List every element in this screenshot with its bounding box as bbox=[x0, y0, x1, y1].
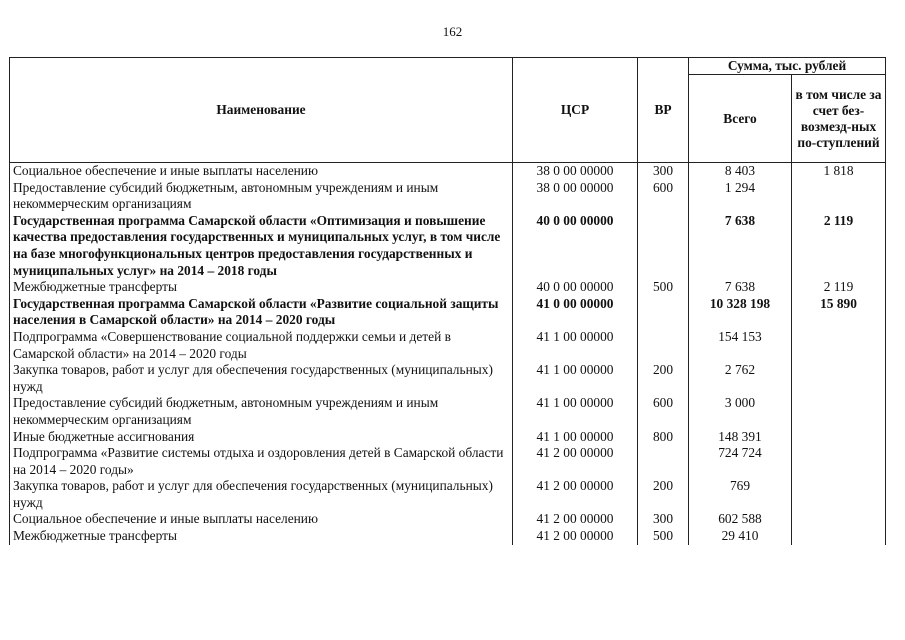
cell-vr: 600 bbox=[638, 180, 689, 213]
cell-free: 15 890 bbox=[792, 296, 886, 329]
table-body bbox=[10, 163, 886, 545]
cell-name: Подпрограмма «Совершенствование социальной поддержки семьи и детей в Самарской области» на 2014 – 2020 годы bbox=[10, 329, 513, 362]
cell-vr bbox=[638, 296, 689, 329]
cell-csr: 40 0 00 00000 bbox=[513, 279, 638, 296]
cell-total: 7 638 bbox=[689, 279, 792, 296]
cell-csr: 41 2 00 00000 bbox=[513, 511, 638, 528]
cell-free: 2 119 bbox=[792, 213, 886, 279]
cell-name: Подпрограмма «Развитие системы отдыха и оздоровления детей в Самарской области на 2014 – 2020 годы» bbox=[10, 445, 513, 478]
table-row bbox=[10, 213, 886, 279]
cell-free bbox=[792, 528, 886, 545]
cell-free bbox=[792, 180, 886, 213]
cell-vr bbox=[638, 445, 689, 478]
cell-name: Предоставление субсидий бюджетным, автономным учреждениям и иным некоммерческим организациям bbox=[10, 180, 513, 213]
cell-csr: 41 2 00 00000 bbox=[513, 478, 638, 511]
cell-vr bbox=[638, 329, 689, 362]
table-row bbox=[10, 511, 886, 528]
cell-free bbox=[792, 445, 886, 478]
cell-total: 29 410 bbox=[689, 528, 792, 545]
cell-vr: 800 bbox=[638, 429, 689, 446]
cell-total: 3 000 bbox=[689, 395, 792, 428]
table-row bbox=[10, 478, 886, 511]
cell-total: 148 391 bbox=[689, 429, 792, 446]
cell-name: Закупка товаров, работ и услуг для обеспечения государственных (муниципальных) нужд bbox=[10, 362, 513, 395]
cell-total: 769 bbox=[689, 478, 792, 511]
cell-vr: 200 bbox=[638, 478, 689, 511]
table-row bbox=[10, 279, 886, 296]
cell-name: Межбюджетные трансферты bbox=[10, 528, 513, 545]
cell-csr: 38 0 00 00000 bbox=[513, 180, 638, 213]
cell-name: Межбюджетные трансферты bbox=[10, 279, 513, 296]
cell-vr: 500 bbox=[638, 528, 689, 545]
cell-free bbox=[792, 511, 886, 528]
table-row bbox=[10, 163, 886, 180]
table-row bbox=[10, 429, 886, 446]
cell-csr: 41 1 00 00000 bbox=[513, 429, 638, 446]
header-total: Всего bbox=[689, 75, 792, 163]
header-vr: ВР bbox=[638, 58, 689, 163]
cell-free bbox=[792, 362, 886, 395]
cell-csr: 41 1 00 00000 bbox=[513, 395, 638, 428]
cell-free: 2 119 bbox=[792, 279, 886, 296]
table-row bbox=[10, 329, 886, 362]
cell-name: Социальное обеспечение и иные выплаты населению bbox=[10, 163, 513, 180]
cell-vr: 600 bbox=[638, 395, 689, 428]
cell-total: 7 638 bbox=[689, 213, 792, 279]
cell-csr: 41 2 00 00000 bbox=[513, 528, 638, 545]
cell-total: 8 403 bbox=[689, 163, 792, 180]
header-name: Наименование bbox=[10, 58, 513, 163]
cell-vr: 300 bbox=[638, 163, 689, 180]
cell-total: 724 724 bbox=[689, 445, 792, 478]
table-row bbox=[10, 296, 886, 329]
header-sum: Сумма, тыс. рублей bbox=[689, 58, 886, 75]
cell-vr: 200 bbox=[638, 362, 689, 395]
cell-csr: 41 1 00 00000 bbox=[513, 329, 638, 362]
cell-total: 602 588 bbox=[689, 511, 792, 528]
cell-name: Государственная программа Самарской области «Развитие социальной защиты населения в Самарской области» на 2014 – 2020 годы bbox=[10, 296, 513, 329]
cell-name: Закупка товаров, работ и услуг для обеспечения государственных (муниципальных) нужд bbox=[10, 478, 513, 511]
cell-csr: 40 0 00 00000 bbox=[513, 213, 638, 279]
cell-free bbox=[792, 395, 886, 428]
table-row bbox=[10, 528, 886, 545]
cell-csr: 41 0 00 00000 bbox=[513, 296, 638, 329]
cell-total: 154 153 bbox=[689, 329, 792, 362]
table-header bbox=[10, 58, 886, 163]
cell-free bbox=[792, 329, 886, 362]
header-free: в том числе за счет без-возмезд-ных по-ступлений bbox=[792, 75, 886, 163]
budget-table bbox=[9, 57, 886, 545]
cell-free bbox=[792, 429, 886, 446]
cell-free bbox=[792, 478, 886, 511]
table-row bbox=[10, 445, 886, 478]
cell-csr: 38 0 00 00000 bbox=[513, 163, 638, 180]
page-number: 162 bbox=[442, 24, 463, 39]
cell-name: Предоставление субсидий бюджетным, автономным учреждениям и иным некоммерческим организациям bbox=[10, 395, 513, 428]
cell-name: Государственная программа Самарской области «Оптимизация и повышение качества предоставления государственных и муниципальных услуг, в том числе на базе многофункциональных центров предоставления государственных и муниципальных услуг» на 2014 – 2018 годы bbox=[10, 213, 513, 279]
cell-csr: 41 1 00 00000 bbox=[513, 362, 638, 395]
cell-vr: 300 bbox=[638, 511, 689, 528]
cell-name: Иные бюджетные ассигнования bbox=[10, 429, 513, 446]
table-row bbox=[10, 180, 886, 213]
table-row bbox=[10, 362, 886, 395]
cell-total: 10 328 198 bbox=[689, 296, 792, 329]
table-row bbox=[10, 395, 886, 428]
cell-total: 2 762 bbox=[689, 362, 792, 395]
header-csr: ЦСР bbox=[513, 58, 638, 163]
cell-vr bbox=[638, 213, 689, 279]
cell-vr: 500 bbox=[638, 279, 689, 296]
cell-total: 1 294 bbox=[689, 180, 792, 213]
cell-csr: 41 2 00 00000 bbox=[513, 445, 638, 478]
cell-free: 1 818 bbox=[792, 163, 886, 180]
cell-name: Социальное обеспечение и иные выплаты населению bbox=[10, 511, 513, 528]
